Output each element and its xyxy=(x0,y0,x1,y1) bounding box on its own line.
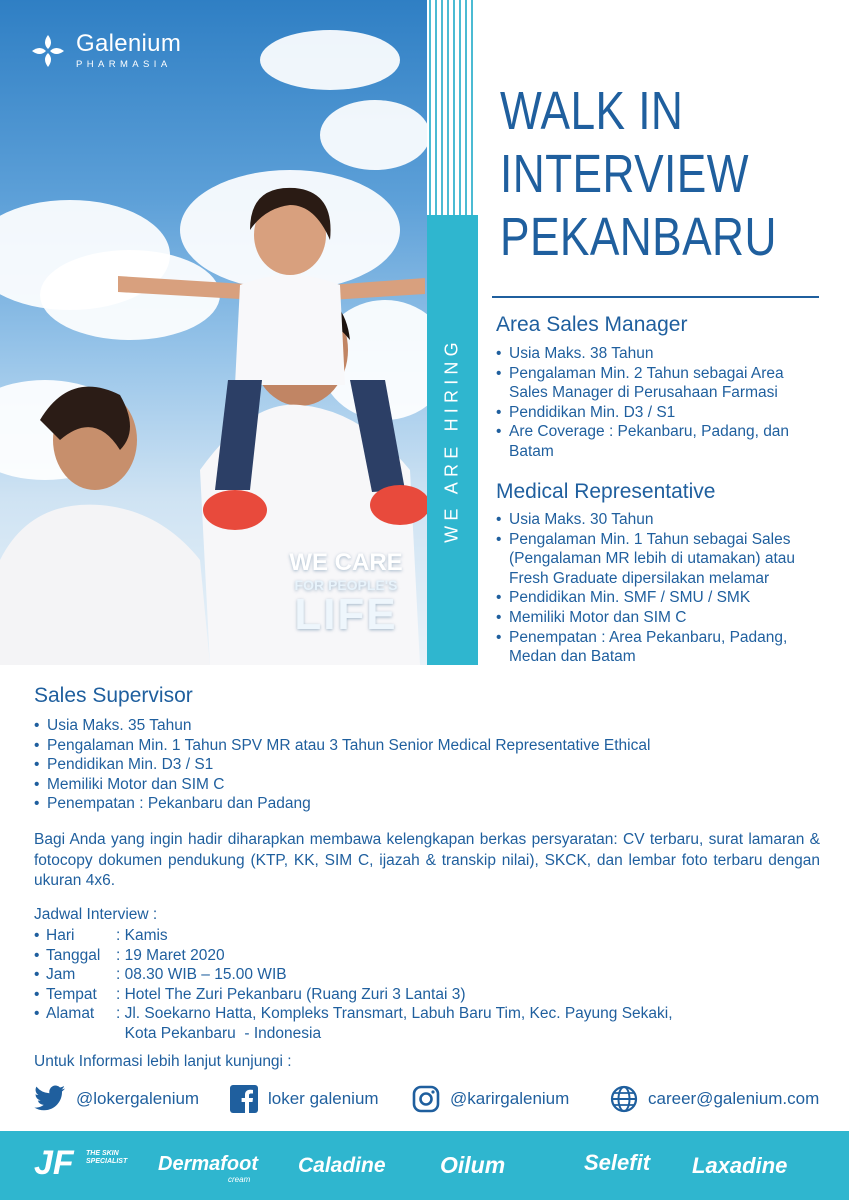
facebook-name: loker galenium xyxy=(268,1089,379,1108)
brand-oilum: Oilum xyxy=(440,1152,506,1178)
instagram-handle: @karirgalenium xyxy=(450,1089,570,1108)
company-subtitle: PHARMASIA xyxy=(76,59,172,70)
brand-jf: JF xyxy=(34,1144,74,1182)
hero-photo xyxy=(0,0,427,665)
list-item: • Memiliki Motor dan SIM C xyxy=(496,608,826,628)
globe-icon xyxy=(610,1085,638,1113)
list-item: • Pengalaman Min. 2 Tahun sebagai Area Sales Manager di Perusahaan Farmasi xyxy=(496,364,826,403)
instagram-icon xyxy=(412,1085,440,1113)
title-line-2: INTERVIEW xyxy=(500,144,749,204)
schedule-row xyxy=(34,985,796,1005)
list-item: • Pendidikan Min. D3 / S1 xyxy=(34,755,794,775)
title-line-1: WALK IN xyxy=(500,81,684,141)
facebook-icon xyxy=(230,1085,258,1113)
documents-note: Bagi Anda yang ingin hadir diharapkan membawa kelengkapan berkas persyaratan: CV terbaru, surat lamaran & fotocopy dokumen pendukung (KTP, KK, SIM C, ijazah & transkip nilai), SKCK, dan lembar foto terbaru dengan ukuran 4x6. xyxy=(34,831,820,889)
list-item: • Penempatan : Pekanbaru dan Padang xyxy=(34,794,794,814)
schedule-label: • Tanggal xyxy=(34,946,116,966)
twitter-handle: @lokergalenium xyxy=(76,1089,200,1108)
tagline-line-1: WE CARE xyxy=(289,549,403,576)
list-item: • Usia Maks. 35 Tahun xyxy=(34,716,794,736)
tagline-line-2: FOR PEOPLE'S xyxy=(294,577,398,593)
email-contact[interactable] xyxy=(610,1085,819,1113)
schedule-heading: Jadwal Interview : xyxy=(34,906,158,923)
info-heading: Untuk Informasi lebih lanjut kunjungi : xyxy=(34,1053,292,1070)
twitter-icon xyxy=(34,1085,66,1113)
tagline-line-3: LIFE xyxy=(294,590,398,639)
job-requirements-area-sales-manager xyxy=(496,344,826,462)
list-item: • Usia Maks. 38 Tahun xyxy=(496,344,826,364)
schedule-value: : Kamis xyxy=(116,927,168,944)
schedule-label: • Jam xyxy=(34,965,116,985)
schedule-value: : Jl. Soekarno Hatta, Kompleks Transmart, Labuh Baru Tim, Kec. Payung Sekaki, xyxy=(116,1005,673,1023)
galenium-flower-icon xyxy=(30,33,66,69)
title-line-3: PEKANBARU xyxy=(500,207,777,267)
list-item: • Are Coverage : Pekanbaru, Padang, dan Batam xyxy=(496,422,826,461)
decorative-stripes xyxy=(427,0,478,215)
company-name: Galenium xyxy=(76,30,182,57)
brand-jf-tagline: THE SKIN SPECIALIST xyxy=(86,1150,128,1165)
instagram-contact[interactable] xyxy=(412,1085,569,1113)
brand-dermafoot-sub: cream xyxy=(228,1175,251,1184)
list-item: • Usia Maks. 30 Tahun xyxy=(496,510,826,530)
job-requirements-sales-supervisor xyxy=(34,716,794,814)
job-requirements-medical-representative xyxy=(496,510,826,667)
schedule-row xyxy=(34,946,796,966)
list-item: • Pengalaman Min. 1 Tahun sebagai Sales (Pengalaman MR lebih di utamakan) atau Fresh Graduate dipersilakan melamar xyxy=(496,530,826,589)
schedule-label: • Alamat xyxy=(34,1004,116,1024)
twitter-contact[interactable] xyxy=(34,1085,199,1113)
list-item: • Pendidikan Min. SMF / SMU / SMK xyxy=(496,588,826,608)
schedule-row xyxy=(34,926,796,946)
page-title xyxy=(500,80,779,269)
email-address: career@galenium.com xyxy=(648,1089,820,1108)
job-title-area-sales-manager: Area Sales Manager xyxy=(496,313,688,336)
schedule-value: : 08.30 WIB – 15.00 WIB xyxy=(116,966,287,984)
list-item: • Memiliki Motor dan SIM C xyxy=(34,775,794,795)
list-item: • Pendidikan Min. D3 / S1 xyxy=(496,403,826,423)
schedule-value: : 19 Maret 2020 xyxy=(116,946,225,964)
list-item: • Pengalaman Min. 1 Tahun SPV MR atau 3 Tahun Senior Medical Representative Ethical xyxy=(34,736,794,756)
company-logo xyxy=(30,32,181,70)
schedule-label: • Tempat xyxy=(34,985,116,1005)
job-title-medical-representative: Medical Representative xyxy=(496,480,716,503)
photo-tagline xyxy=(276,549,416,639)
brand-selefit: Selefit xyxy=(584,1150,651,1175)
brand-laxadine: Laxadine xyxy=(692,1153,788,1178)
job-title-sales-supervisor: Sales Supervisor xyxy=(34,684,193,707)
title-divider xyxy=(492,296,819,298)
schedule-list xyxy=(34,926,796,1044)
schedule-label: • Hari xyxy=(34,926,116,946)
brand-caladine: Caladine xyxy=(298,1154,386,1177)
schedule-value: : Hotel The Zuri Pekanbaru (Ruang Zuri 3 Lantai 3) xyxy=(116,985,466,1003)
hiring-label: WE ARE HIRING xyxy=(441,337,462,543)
schedule-row xyxy=(34,1024,796,1044)
schedule-value: Kota Pekanbaru - Indonesia xyxy=(116,1024,322,1042)
schedule-row xyxy=(34,965,796,985)
schedule-row xyxy=(34,1004,796,1024)
brand-dermafoot: Dermafoot xyxy=(158,1153,259,1175)
list-item: • Penempatan : Area Pekanbaru, Padang, Medan dan Batam xyxy=(496,628,826,667)
facebook-contact[interactable] xyxy=(230,1085,379,1113)
